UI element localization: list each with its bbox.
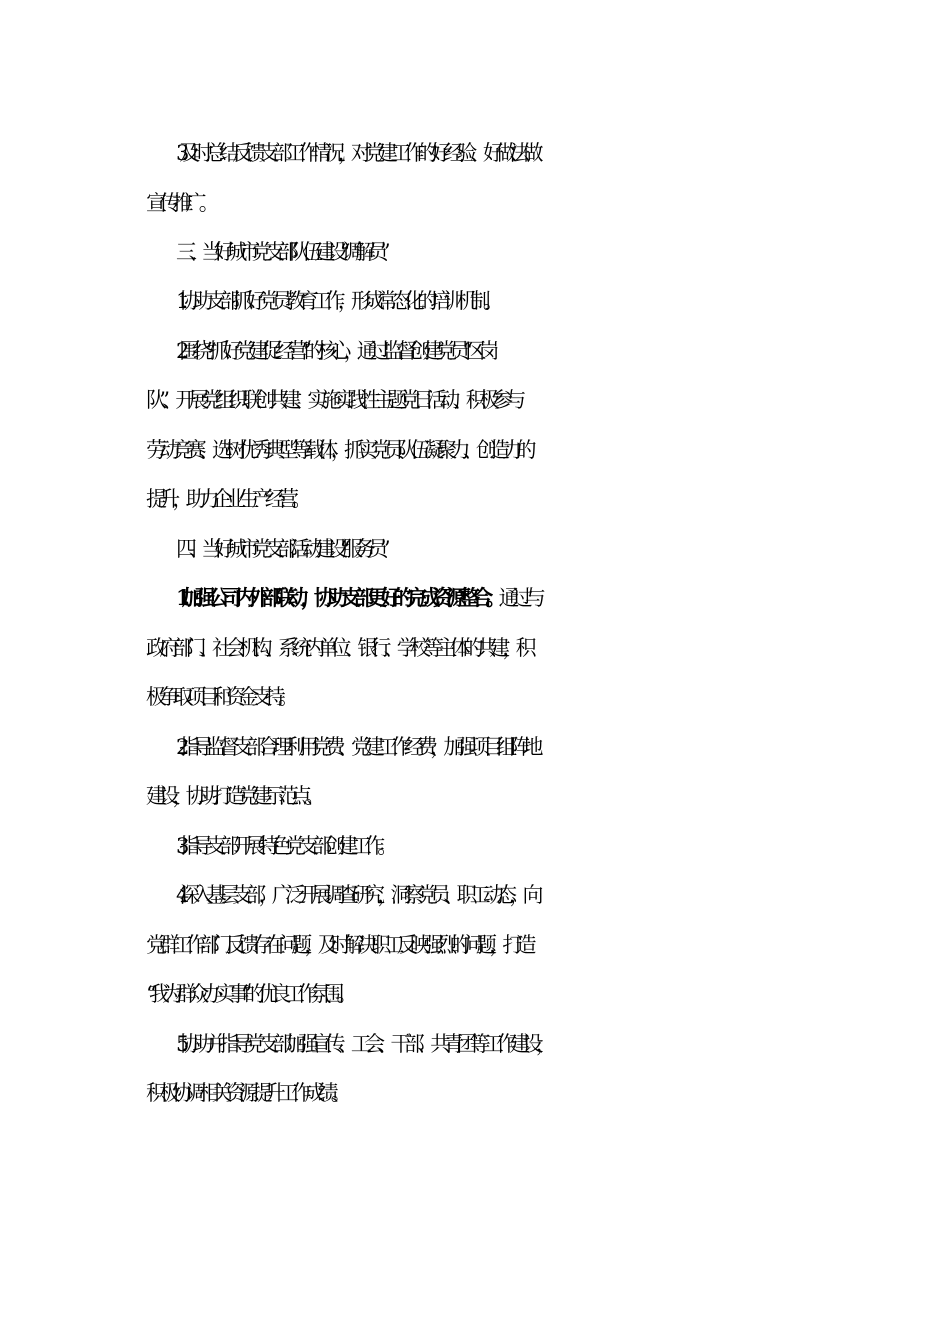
paragraph-line: 3. 及时总结反馈支部工作情况，对党建工作的好经验、好做法做: [176, 141, 536, 165]
paragraph-line: 2. 围绕“抓好党建促经营”的核心，通过监督创建党员“区岗: [176, 339, 492, 363]
paragraph-line: 2. 指导监督支部合理利用党费、党建工作经费，加强项目组阵地: [176, 735, 536, 759]
paragraph-line: 建设，协助打造党建示范点。: [146, 784, 318, 808]
paragraph-line: 政府部门、社会机构、系统内单位、银行、学校等主体的共建，积: [146, 636, 529, 660]
paragraph-line: 提升，助力企业生产经营。: [146, 487, 305, 511]
paragraph-line: 宣传推广。: [146, 191, 212, 215]
paragraph-line: 党群工作部门反馈存在问题，及时解决职工反映强烈的问题，打造: [146, 933, 529, 957]
section-heading: 四、当好城市党支部活动建设“服务员”: [176, 537, 383, 561]
paragraph-text: 通过与: [498, 586, 539, 610]
paragraph-line: 3. 指导支部开展特色党支部创建工作。: [176, 834, 391, 858]
paragraph-line: 积极协调相关资源提升工作成绩。: [146, 1081, 344, 1105]
paragraph-line: 5. 协助并指导党支部加强宣传、工会、干部、共青团等工作建设，: [176, 1032, 549, 1056]
paragraph-line: 4. 深入基层支部，广泛开展调查研究，洞察党员、职工动态，向: [176, 883, 536, 907]
bold-lead-text: 1. 加强公司内外部联动，协助支部更好的完成资源整合。: [176, 585, 499, 610]
paragraph-line: 劳动竞赛、选树优秀典型等载体，抓实党员队伍凝聚力、创造力的: [146, 438, 529, 462]
paragraph-line: 队”、开展党组织联创共建、实施实践性主题党日活动、积极参与: [146, 388, 519, 412]
paragraph-line: 1. 协助支部抓好党员教育工作，形成常态化的培训机制。: [176, 289, 497, 313]
paragraph-line: 极争取项目和资金支持。: [146, 685, 292, 709]
paragraph-line: [0, 583, 950, 613]
section-heading: 三、当好城市党支部队伍建设“调解员”: [176, 240, 383, 264]
paragraph-line: “我为群众办实事”的优良工作氛围。: [146, 982, 350, 1006]
